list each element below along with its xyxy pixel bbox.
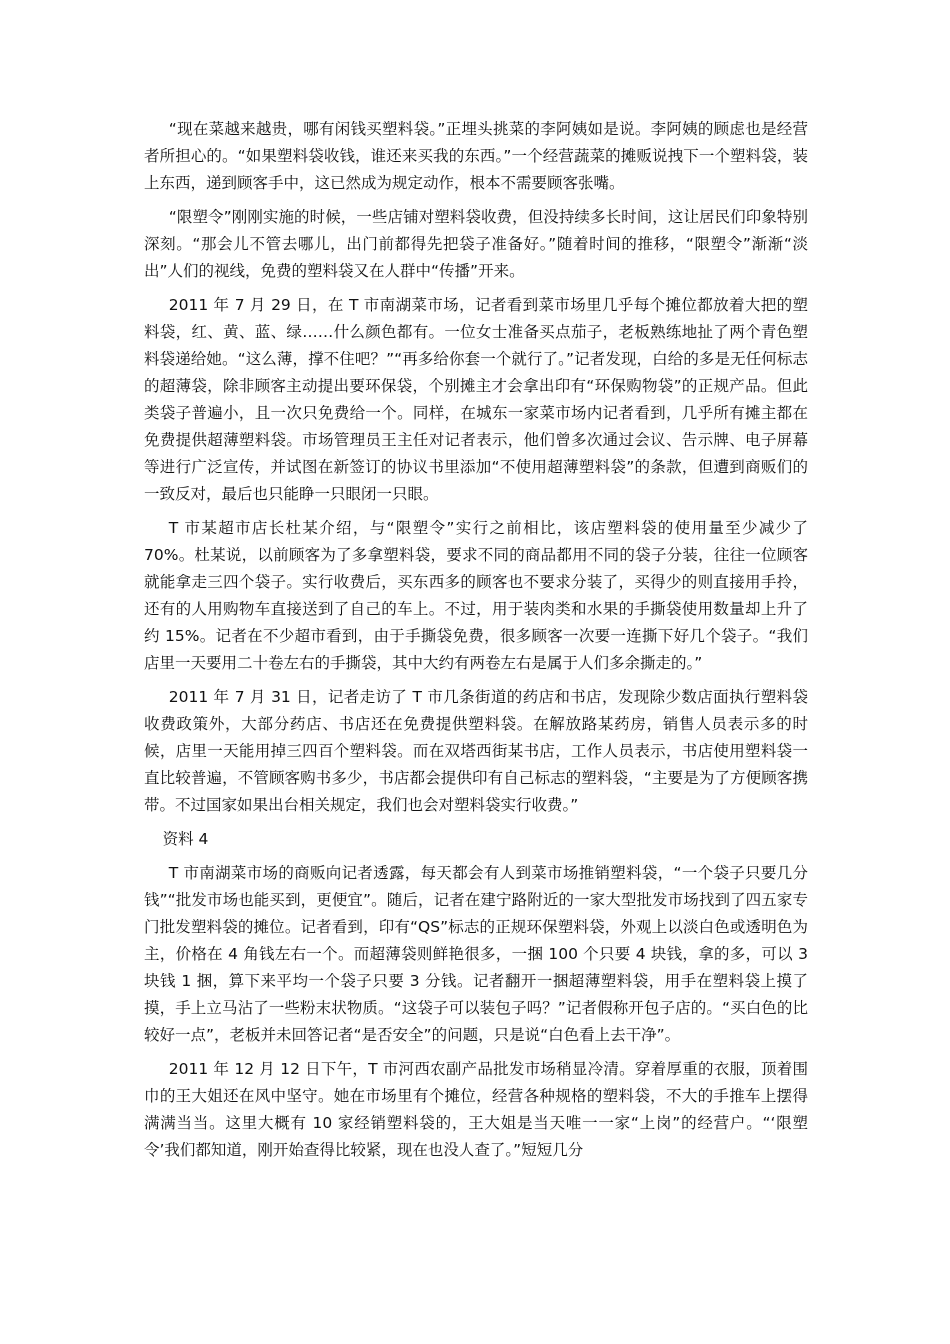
paragraph: T 市南湖菜市场的商贩向记者透露，每天都会有人到菜市场推销塑料袋，“一个袋子只要几分钱”“批发市场也能买到，更便宜”。随后，记者在建宁路附近的一家大型批发市场找到了四五家专门批发塑料袋的摊位。记者看到，印有“QS”标志的正规环保塑料袋，外观上以淡白色或透明色为主，价格在 4 角钱左右一个。而超薄袋则鲜艳很多，一捆 100 个只要 4 块钱，拿的多，可以 3 块钱 1 捆，算下来平均一个袋子只要 3 分钱。记者翻开一捆超薄塑料袋，用手在塑料袋上摸了摸，手上立马沾了一些粉末状物质。“这袋子可以装包子吗？”记者假称开包子店的。“买白色的比较好一点”，老板并未回答记者“是否安全”的问题，只是说“白色看上去干净”。 xyxy=(144,864,808,1044)
paragraph: 2011 年 7 月 31 日，记者走访了 T 市几条街道的药店和书店，发现除少数店面执行塑料袋收费政策外，大部分药店、书店还在免费提供塑料袋。在解放路某药房，销售人员表示多的时候，店里一天能用掉三四百个塑料袋。而在双塔西街某书店，工作人员表示，书店使用塑料袋一直比较普遍，不管顾客购书多少，书店都会提供印有自己标志的塑料袋，“主要是为了方便顾客携带。不过国家如果出台相关规定，我们也会对塑料袋实行收费。” xyxy=(144,688,808,814)
section-label: 资料 4 xyxy=(162,830,209,848)
paragraph: 2011 年 7 月 29 日，在 T 市南湖菜市场，记者看到菜市场里几乎每个摊位都放着大把的塑料袋，红、黄、蓝、绿……什么颜色都有。一位女士准备买点茄子，老板熟练地扯了两个青色塑料袋递给她。“这么薄，撑不住吧？”“再多给你套一个就行了。”记者发现，白给的多是无任何标志的超薄袋，除非顾客主动提出要环保袋，个别摊主才会拿出印有“环保购物袋”的正规产品。但此类袋子普遍小，且一次只免费给一个。同样，在城东一家菜市场内记者看到，几乎所有摊主都在免费提供超薄塑料袋。市场管理员王主任对记者表示，他们曾多次通过会议、告示牌、电子屏幕等进行广泛宣传，并试图在新签订的协议书里添加“不使用超薄塑料袋”的条款，但遭到商贩们的一致反对，最后也只能睁一只眼闭一只眼。 xyxy=(144,296,808,503)
paragraph: T 市某超市店长杜某介绍，与“限塑令”实行之前相比，该店塑料袋的使用量至少减少了 70%。杜某说，以前顾客为了多拿塑料袋，要求不同的商品都用不同的袋子分装，往往一位顾客就能拿走三四个袋子。实行收费后，买东西多的顾客也不要求分装了，买得少的则直接用手拎，还有的人用购物车直接送到了自己的车上。不过，用于装肉类和水果的手撕袋使用数量却上升了约 15%。记者在不少超市看到，由于手撕袋免费，很多顾客一次要一连撕下好几个袋子。“我们店里一天要用二十卷左右的手撕袋，其中大约有两卷左右是属于人们多余撕走的。” xyxy=(144,519,808,672)
paragraph: 2011 年 12 月 12 日下午，T 市河西农副产品批发市场稍显冷清。穿着厚重的衣服，顶着围巾的王大姐还在风中坚守。她在市场里有个摊位，经营各种规格的塑料袋，不大的手推车上摆得满满当当。这里大概有 10 家经销塑料袋的，王大姐是当天唯一一家“上岗”的经营户。“‘限塑令’我们都知道，刚开始查得比较紧，现在也没人查了。”短短几分 xyxy=(144,1060,808,1159)
paragraph: “限塑令”刚刚实施的时候，一些店铺对塑料袋收费，但没持续多长时间，这让居民们印象特别深刻。“那会儿不管去哪儿，出门前都得先把袋子准备好。”随着时间的推移，“限塑令”渐渐“淡出”人们的视线，免费的塑料袋又在人群中“传播”开来。 xyxy=(144,208,808,280)
paragraph: “现在菜越来越贵，哪有闲钱买塑料袋。”正埋头挑菜的李阿姨如是说。李阿姨的顾虑也是经营者所担心的。“如果塑料袋收钱，谁还来买我的东西。”一个经营蔬菜的摊贩说拽下一个塑料袋，装上东西，递到顾客手中，这已然成为规定动作，根本不需要顾客张嘴。 xyxy=(144,120,808,192)
document-page xyxy=(144,116,808,1171)
